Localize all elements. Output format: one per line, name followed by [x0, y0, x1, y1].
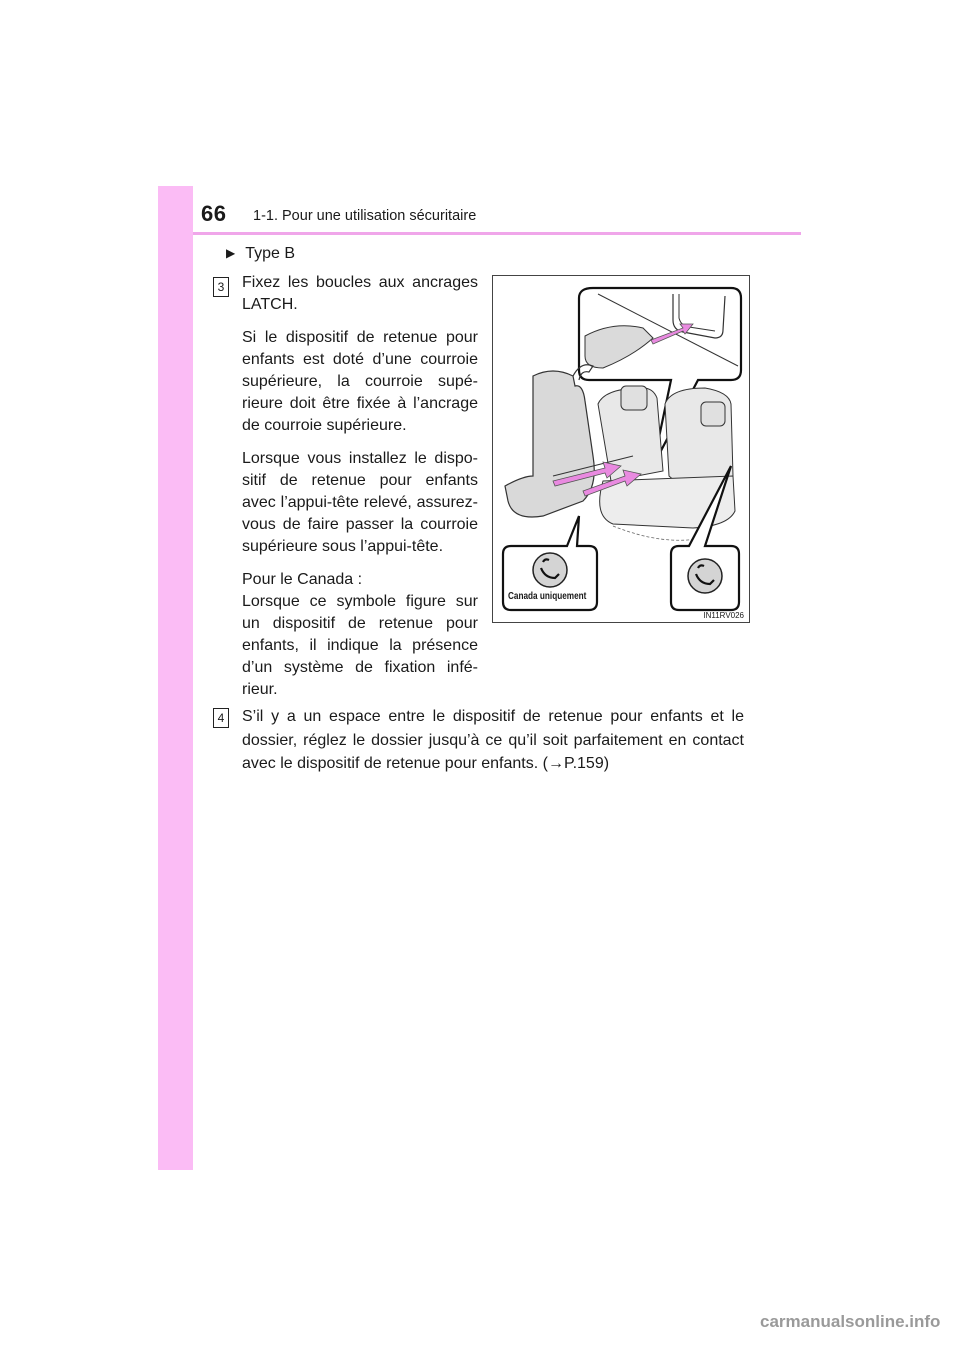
step-number-4: 4	[213, 708, 229, 728]
watermark: carmanualsonline.info	[760, 1312, 941, 1331]
section-header: 1-1. Pour une utilisation sécuritaire	[253, 208, 477, 224]
step-3-text	[242, 272, 478, 701]
header-rule	[193, 232, 801, 235]
paragraph: Pour le Canada :	[242, 571, 363, 588]
paragraph: Si le dispositif de retenue pour enfants est doté d’une courroie supérieure, la courroie supérieure doit être fixée à l’ancrage de courroie supérieure.	[242, 329, 478, 434]
canada-only-label: Canada uniquement	[508, 591, 587, 602]
paragraph: Lorsque vous installez le dispositif de retenue pour enfants avec l’appui-tête relevé, assurez-vous de faire passer la courroie supérieure sous l’appui-tête.	[242, 450, 478, 555]
page-number: 66	[201, 201, 227, 226]
paragraph: Lorsque ce symbole figure sur un dispositif de retenue pour enfants, il indique la présence d’un système de fixation inférieur.	[242, 593, 478, 698]
triangle-bullet-icon: ▶	[226, 246, 236, 260]
latch-installation-figure	[492, 275, 750, 623]
type-label: Type B	[245, 245, 296, 262]
step-4-text: S’il y a un espace entre le dispositif de retenue pour enfants et le dossier, réglez le dossier jusqu’à ce qu’il soit parfaitement en contact avec le dispositif de retenue pour enfants. (→P.159)	[242, 708, 744, 772]
side-tab-band	[158, 186, 193, 1170]
figure-code: IN11RV026	[703, 611, 744, 620]
type-heading	[226, 243, 295, 264]
paragraph: Fixez les boucles aux ancrages LATCH.	[242, 274, 478, 313]
seat-illustration	[493, 276, 749, 622]
step-number-3: 3	[213, 277, 229, 297]
